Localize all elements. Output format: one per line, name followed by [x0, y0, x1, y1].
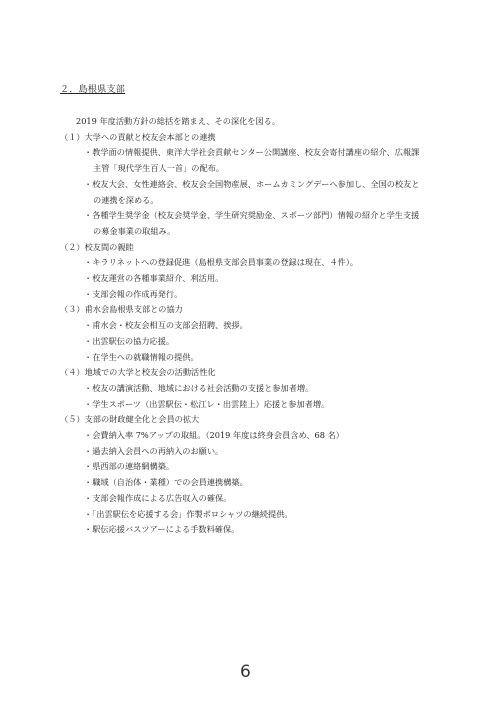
page-number: 6	[240, 662, 251, 682]
list-item: ・出雲駅伝の協力応援。	[84, 335, 175, 346]
list-item: ・支部会報作成による広告収入の確保。	[84, 492, 232, 503]
list-item: ・在学生への就職情報の提供。	[84, 351, 199, 362]
list-item-continuation: の募金事業の取組み。	[93, 225, 176, 236]
list-item: ・県西部の連絡網構築。	[84, 461, 175, 472]
list-item: ・支部会報の作成再発行。	[84, 288, 183, 299]
list-item: ・校友大会、女性連絡会、校友会全国物産展、ホームカミングデーへ参加し、全国の校友と	[84, 178, 420, 189]
list-item: ・甫水会・校友会相互の支部会招聘、挨拶。	[84, 320, 248, 331]
list-item: ・職域（自治体・業種）での会員連携構築。	[84, 477, 248, 488]
subsection-heading: （１）大学への貢献と校友会本部との連携	[60, 131, 216, 142]
list-item: ・教学面の情報提供、東洋大学社会貢献センター公開講座、校友会寄付講座の紹介、広報課	[84, 147, 420, 158]
subsection-heading: （４）地域での大学と校友会の活動活性化	[60, 367, 216, 378]
list-item: ・校友運営の各種事業紹介、利活用。	[84, 273, 224, 283]
subsection-heading: （５）支部の財政健全化と会員の拡大	[60, 414, 200, 425]
list-item: ・駅伝応援バスツアーによる手数料確保。	[84, 524, 240, 535]
list-item: ・学生スポーツ（出雲駅伝・松江レ・出雲陸上）応援と参加者増。	[84, 398, 330, 409]
list-item: ・会費納入率 7%アップの取組。（2019 年度は終身会員含め、68 名）	[84, 430, 344, 440]
list-item: ・キラリネットへの登録促進（島根県支部会員事業の登録は現在、４件）。	[84, 257, 359, 268]
subsection-heading: （３）甫水会島根県支部との協力	[60, 304, 183, 315]
section-title: ２．島根県支部	[60, 85, 126, 95]
list-item: ・校友の講演活動、地域における社会活動の支援と参加者増。	[84, 382, 314, 393]
list-item: ・各種学生奨学金（校友会奨学金、学生研究奨励金、スポーツ部門）情報の紹介と学生支援	[84, 210, 420, 221]
list-item: ・過去納入会員への再納入のお願い。	[84, 445, 224, 456]
list-item-continuation: の連携を深める。	[93, 194, 159, 205]
subsection-heading: （２）校友間の親睦	[60, 241, 134, 252]
list-item: ・「出雲駅伝を応援する会」作製ポロシャツの継続提供。	[84, 508, 293, 519]
intro-text: 2019 年度活動方針の総括を踏まえ、その深化を図る。	[76, 116, 281, 126]
list-item-continuation: 主管「現代学生百人一首」の配布。	[93, 163, 225, 174]
